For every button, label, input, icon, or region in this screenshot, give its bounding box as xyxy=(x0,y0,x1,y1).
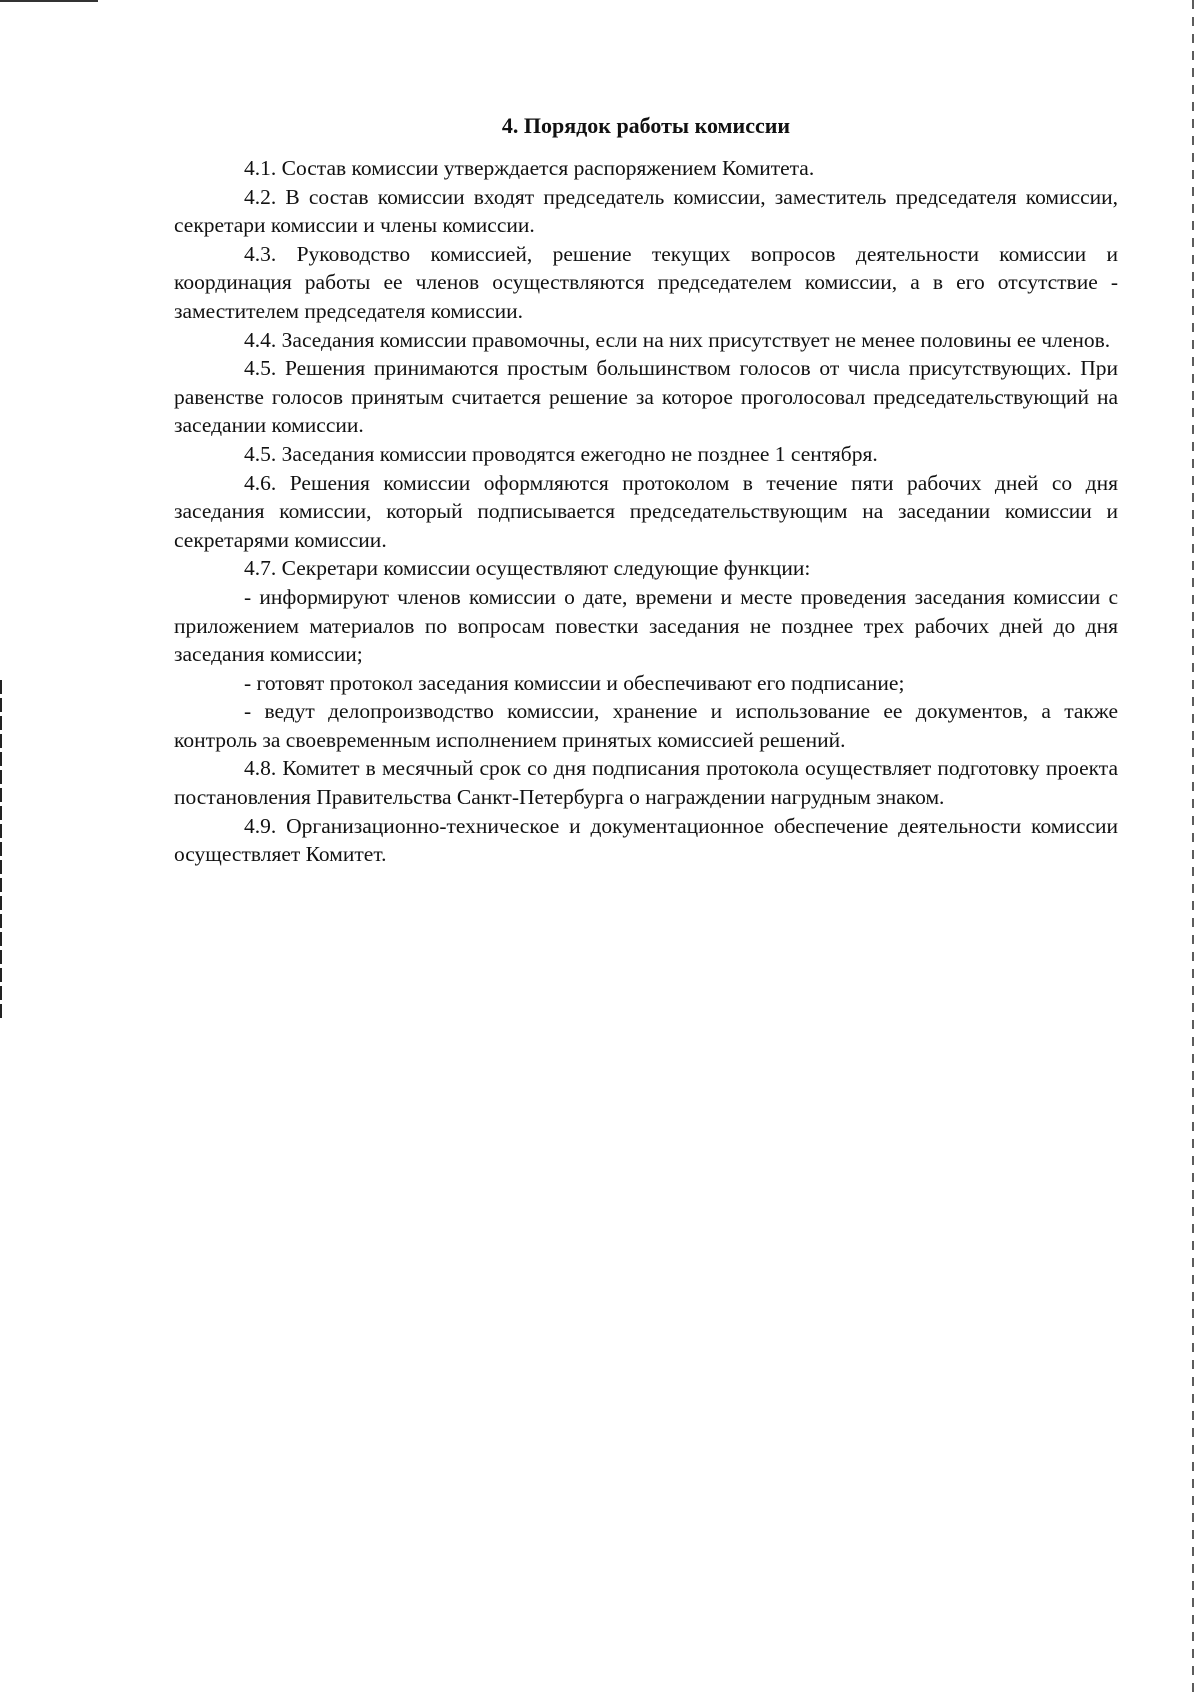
paragraph-4-5-decisions: 4.5. Решения принимаются простым большинством голосов от числа присутствующих. При равенстве голосов принятым считается решение за которое проголосовал председательствующий на заседании комиссии. xyxy=(174,356,1118,438)
paragraph-4-9: 4.9. Организационно-техническое и документационное обеспечение деятельности комиссии осуществляет Комитет. xyxy=(174,813,1118,867)
paragraph-4-7: 4.7. Секретари комиссии осуществляют следующие функции: xyxy=(244,556,811,581)
list-item-records: - ведут делопроизводство комиссии, хранение и использование ее документов, а также контроль за своевременным исполнением принятых комиссией решений. xyxy=(174,699,1118,752)
list-item-protocol: - готовят протокол заседания комиссии и обеспечивают его подписание; xyxy=(244,670,905,695)
section-heading: 4. Порядок работы комиссии xyxy=(501,113,791,138)
paragraph-4-2: 4.2. В состав комиссии входят председатель комиссии, заместитель председателя комиссии, секретари комиссии и члены комиссии. xyxy=(174,184,1118,238)
scan-left-edge-mark xyxy=(0,680,2,1020)
paragraph-4-5-meetings: 4.5. Заседания комиссии проводятся ежегодно не позднее 1 сентября. xyxy=(244,441,878,466)
paragraph-4-6: 4.6. Решения комиссии оформляются протоколом в течение пяти рабочих дней со дня заседания комиссии, который подписывается председательствующим на заседании комиссии и секретарями комиссии. xyxy=(174,470,1118,552)
paragraph-4-3: 4.3. Руководство комиссией, решение текущих вопросов деятельности комиссии и координация работы ее членов осуществляются председателем комиссии, а в его отсутствие - заместителем председателя комиссии. xyxy=(174,241,1118,323)
scan-right-edge-mark xyxy=(1192,0,1194,1696)
list-item-inform: - информируют членов комиссии о дате, времени и месте проведения заседания комиссии с приложением материалов по вопросам повестки заседания не позднее трех рабочих дней до дня заседания комиссии; xyxy=(174,584,1118,667)
document-body xyxy=(174,108,1118,869)
paragraph-4-8: 4.8. Комитет в месячный срок со дня подписания протокола осуществляет подготовку проекта постановления Правительства Санкт-Петербурга о награждении нагрудным знаком. xyxy=(174,756,1118,810)
paragraph-4-1: 4.1. Состав комиссии утверждается распоряжением Комитета. xyxy=(244,156,815,180)
scan-top-rule xyxy=(0,0,98,2)
paragraph-4-4: 4.4. Заседания комиссии правомочны, если на них присутствует не менее половины ее членов. xyxy=(244,327,1111,352)
